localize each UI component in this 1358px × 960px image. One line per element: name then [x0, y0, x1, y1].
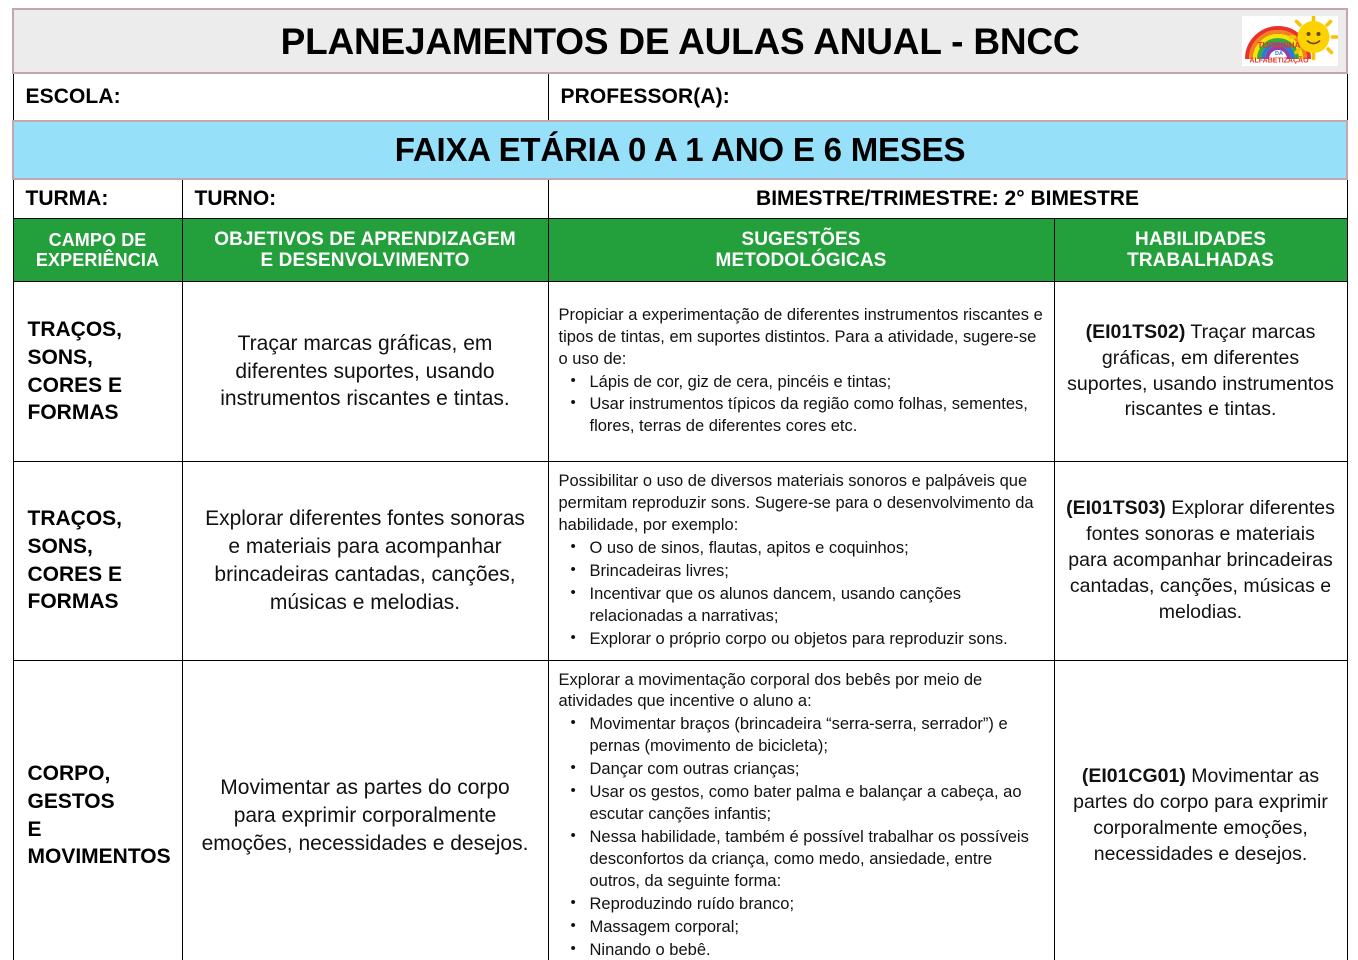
sugestao-lead: Possibilitar o uso de diversos materiais sonoros e palpáveis que permitam reproduzir sons. Sugere-se para o desenvolvimento da habilidade, por exemplo:	[558, 472, 1034, 534]
row-campo-cell	[13, 660, 182, 960]
habilidades-header-line1: HABILIDADES	[1135, 228, 1266, 250]
objetivos-header-line2: E DESENVOLVIMENTO	[260, 250, 470, 271]
sugestao-lead: Explorar a movimentação corporal dos bebês por meio de atividades que incentive o aluno a:	[558, 670, 983, 711]
table-row	[13, 660, 1347, 960]
campo-header-line2: EXPERIÊNCIA	[35, 250, 160, 270]
faixa-etaria-label: FAIXA ETÁRIA 0 A 1 ANO E 6 MESES	[394, 131, 966, 168]
campo-value: TRAÇOS, SONS, CORES E FORMAS	[27, 318, 123, 425]
turno-field[interactable]	[182, 179, 548, 219]
list-item: • Incentivar que os alunos dancem, usando canções relacionadas a narrativas;	[590, 584, 1046, 628]
document-title-cell	[13, 9, 1347, 73]
list-item: • O uso de sinos, flautas, apitos e coquinhos;	[590, 538, 1046, 560]
campo-header-line1: CAMPO DE	[48, 229, 147, 250]
campo-value: CORPO, GESTOS E MOVIMENTOS	[27, 762, 171, 869]
row-campo-cell	[13, 282, 182, 462]
objetivo-value: Movimentar as partes do corpo para exprimir corporalmente emoções, necessidades e desejos.	[201, 775, 529, 855]
professor-field[interactable]	[548, 73, 1347, 121]
objetivo-value: Explorar diferentes fontes sonoras e materiais para acompanhar brincadeiras cantadas, canções, músicas e melodias.	[205, 506, 525, 614]
objetivos-header-line1: OBJETIVOS DE APRENDIZAGEM	[214, 228, 516, 250]
logo-line-1: TURMINHA	[1257, 41, 1301, 50]
habilidade-text: Traçar marcas gráficas, em diferentes suportes, usando instrumentos riscantes e tintas.	[1067, 320, 1334, 421]
sugestao-lead: Propiciar a experimentação de diferentes instrumentos riscantes e tipos de tintas, em suportes distintos. Para a atividade, sugere-se o uso de:	[558, 305, 1043, 368]
sugestoes-header-line2: METODOLÓGICAS	[715, 250, 887, 271]
habilidade-text: Explorar diferentes fontes sonoras e materiais para acompanhar brincadeiras cantadas, canções, músicas e melodias.	[1068, 496, 1335, 623]
escola-field[interactable]	[13, 73, 548, 121]
logo-line-3: ALFABETIZAÇÃO	[1249, 57, 1309, 65]
row-habilidade-cell	[1054, 660, 1347, 960]
title-row	[13, 9, 1347, 73]
list-item: • Dançar com outras crianças;	[590, 759, 1046, 781]
annual-planning-table	[12, 8, 1348, 960]
list-item: • Nessa habilidade, também é possível trabalhar os possíveis desconfortos da criança, como medo, ansiedade, entre outros, da seguinte forma:	[590, 827, 1046, 893]
column-header-objetivos	[182, 219, 548, 282]
turno-label: TURNO:	[194, 187, 277, 210]
habilidade-text: Movimentar as partes do corpo para exprimir corporalmente emoções, necessidades e desejos.	[1073, 764, 1328, 865]
sugestao-list	[559, 372, 1046, 439]
list-item: • Reproduzindo ruído branco;	[590, 894, 1046, 916]
row-habilidade-cell	[1054, 282, 1347, 462]
row-objetivo-cell	[182, 462, 548, 661]
sugestoes-header-line1: SUGESTÕES	[741, 228, 861, 250]
rainbow-sun-logo-icon	[1242, 16, 1338, 66]
list-item: • Usar os gestos, como bater palma e balançar a cabeça, ao escutar canções infantis;	[590, 782, 1046, 826]
turma-label: TURMA:	[25, 187, 109, 210]
school-teacher-row	[13, 73, 1347, 121]
faixa-etaria-cell	[13, 121, 1347, 179]
list-item: • Usar instrumentos típicos da região como folhas, sementes, flores, terras de diferentes cores etc.	[590, 394, 1046, 438]
row-habilidade-cell	[1054, 462, 1347, 661]
list-item: • Explorar o próprio corpo ou objetos para reproduzir sons.	[590, 629, 1046, 651]
sugestao-list	[559, 538, 1046, 651]
bimestre-field[interactable]	[548, 179, 1347, 219]
row-campo-cell	[13, 462, 182, 661]
turma-field[interactable]	[13, 179, 182, 219]
table-row	[13, 282, 1347, 462]
column-header-habilidades	[1054, 219, 1347, 282]
page-title: PLANEJAMENTOS DE AULAS ANUAL - BNCC	[280, 20, 1080, 62]
professor-label: PROFESSOR(A):	[560, 85, 730, 108]
column-header-sugestoes	[548, 219, 1054, 282]
list-item: • Movimentar braços (brincadeira “serra-serra, serrador”) e pernas (movimento de bicicleta);	[590, 714, 1046, 758]
age-range-row	[13, 121, 1347, 179]
row-sugestao-cell	[548, 660, 1054, 960]
brand-logo	[1242, 16, 1338, 66]
list-item: • Ninando o bebê.	[590, 940, 1046, 960]
row-objetivo-cell	[182, 660, 548, 960]
habilidade-code: (EI01TS03)	[1066, 496, 1166, 519]
table-row	[13, 462, 1347, 661]
objetivo-value: Traçar marcas gráficas, em diferentes suportes, usando instrumentos riscantes e tintas.	[220, 331, 510, 411]
list-item: • Massagem corporal;	[590, 917, 1046, 939]
sugestao-list	[559, 714, 1046, 960]
logo-line-2: DA	[1275, 51, 1283, 57]
bimestre-label: BIMESTRE/TRIMESTRE: 2° BIMESTRE	[756, 187, 1139, 210]
escola-label: ESCOLA:	[25, 85, 121, 108]
class-shift-term-row	[13, 179, 1347, 219]
row-sugestao-cell	[548, 282, 1054, 462]
column-header-row	[13, 219, 1347, 282]
habilidades-header-line2: TRABALHADAS	[1127, 250, 1274, 271]
list-item: • Brincadeiras livres;	[590, 561, 1046, 583]
list-item: • Lápis de cor, giz de cera, pincéis e tintas;	[590, 372, 1046, 394]
column-header-campo	[13, 219, 182, 282]
row-objetivo-cell	[182, 282, 548, 462]
habilidade-code: (EI01CG01)	[1081, 764, 1186, 787]
habilidade-code: (EI01TS02)	[1085, 320, 1186, 343]
campo-value: TRAÇOS, SONS, CORES E FORMAS	[27, 507, 123, 614]
row-sugestao-cell	[548, 462, 1054, 661]
